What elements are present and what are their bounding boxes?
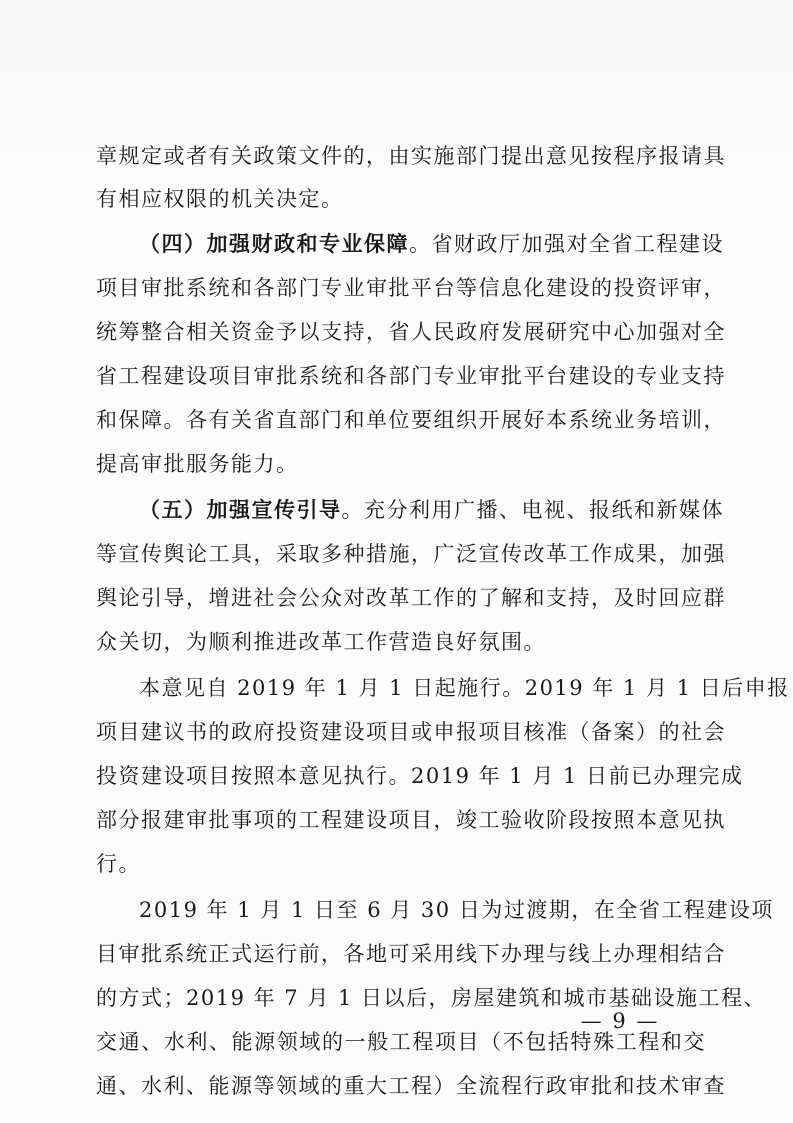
paragraph-first-line [96, 229, 724, 259]
text-line: 省工程建设项目审批系统和各部门专业审批平台建设的专业支持 [96, 364, 726, 388]
text-line: 提高审批服务能力。 [96, 452, 299, 476]
text-line: 2019 年 1 月 1 日至 6 月 30 日为过渡期，在全省工程建设项 [139, 898, 774, 922]
text-line: 通、水利、能源等领域的重大工程）全流程行政审批和技术审查 [96, 1074, 726, 1098]
text-line: 等宣传舆论工具，采取多种措施，广泛宣传改革工作成果，加强 [96, 542, 726, 566]
text-line: 本意见自 2019 年 1 月 1 日起施行。2019 年 1 月 1 日后申报 [139, 676, 790, 700]
text-line: 众关切，为顺利推进改革工作营造良好氛围。 [96, 630, 546, 654]
text-line: 部分报建审批事项的工程建设项目，竣工验收阶段按照本意见执 [96, 808, 726, 832]
text-line: 舆论引导，增进社会公众对改革工作的了解和支持，及时回应群 [96, 586, 726, 610]
text-line: 统筹整合相关资金予以支持，省人民政府发展研究中心加强对全 [96, 320, 726, 344]
text-line: 投资建设项目按照本意见执行。2019 年 1 月 1 日前已办理完成 [96, 764, 744, 788]
text-line: 目审批系统正式运行前，各地可采用线下办理与线上办理相结合 [96, 942, 726, 966]
text-line: 交通、水利、能源领域的一般工程项目（不包括特殊工程和交 [96, 1030, 706, 1054]
text-line: 章规定或者有关政策文件的，由实施部门提出意见按程序报请具 [96, 144, 726, 168]
text-line: 行。 [96, 852, 141, 876]
text-span: 。充分利用广播、电视、报纸和新媒体 [341, 498, 724, 522]
text-line: 有相应权限的机关决定。 [96, 187, 344, 211]
text-line: 和保障。各有关省直部门和单位要组织开展好本系统业务培训， [96, 408, 726, 432]
paragraph-first-line [96, 495, 724, 525]
text-line: 项目建议书的政府投资建设项目或申报项目核准（备案）的社会 [96, 720, 726, 744]
section-heading: （四）加强财政和专业保障 [139, 232, 409, 256]
text-line: 的方式；2019 年 7 月 1 日以后，房屋建筑和城市基础设施工程、 [96, 986, 767, 1010]
section-heading: （五）加强宣传引导 [139, 498, 342, 522]
page-number: — 9 — [580, 1009, 660, 1033]
text-line: 项目审批系统和各部门专业审批平台等信息化建设的投资评审， [96, 276, 726, 300]
text-span: 。省财政厅加强对全省工程建设 [409, 232, 724, 256]
